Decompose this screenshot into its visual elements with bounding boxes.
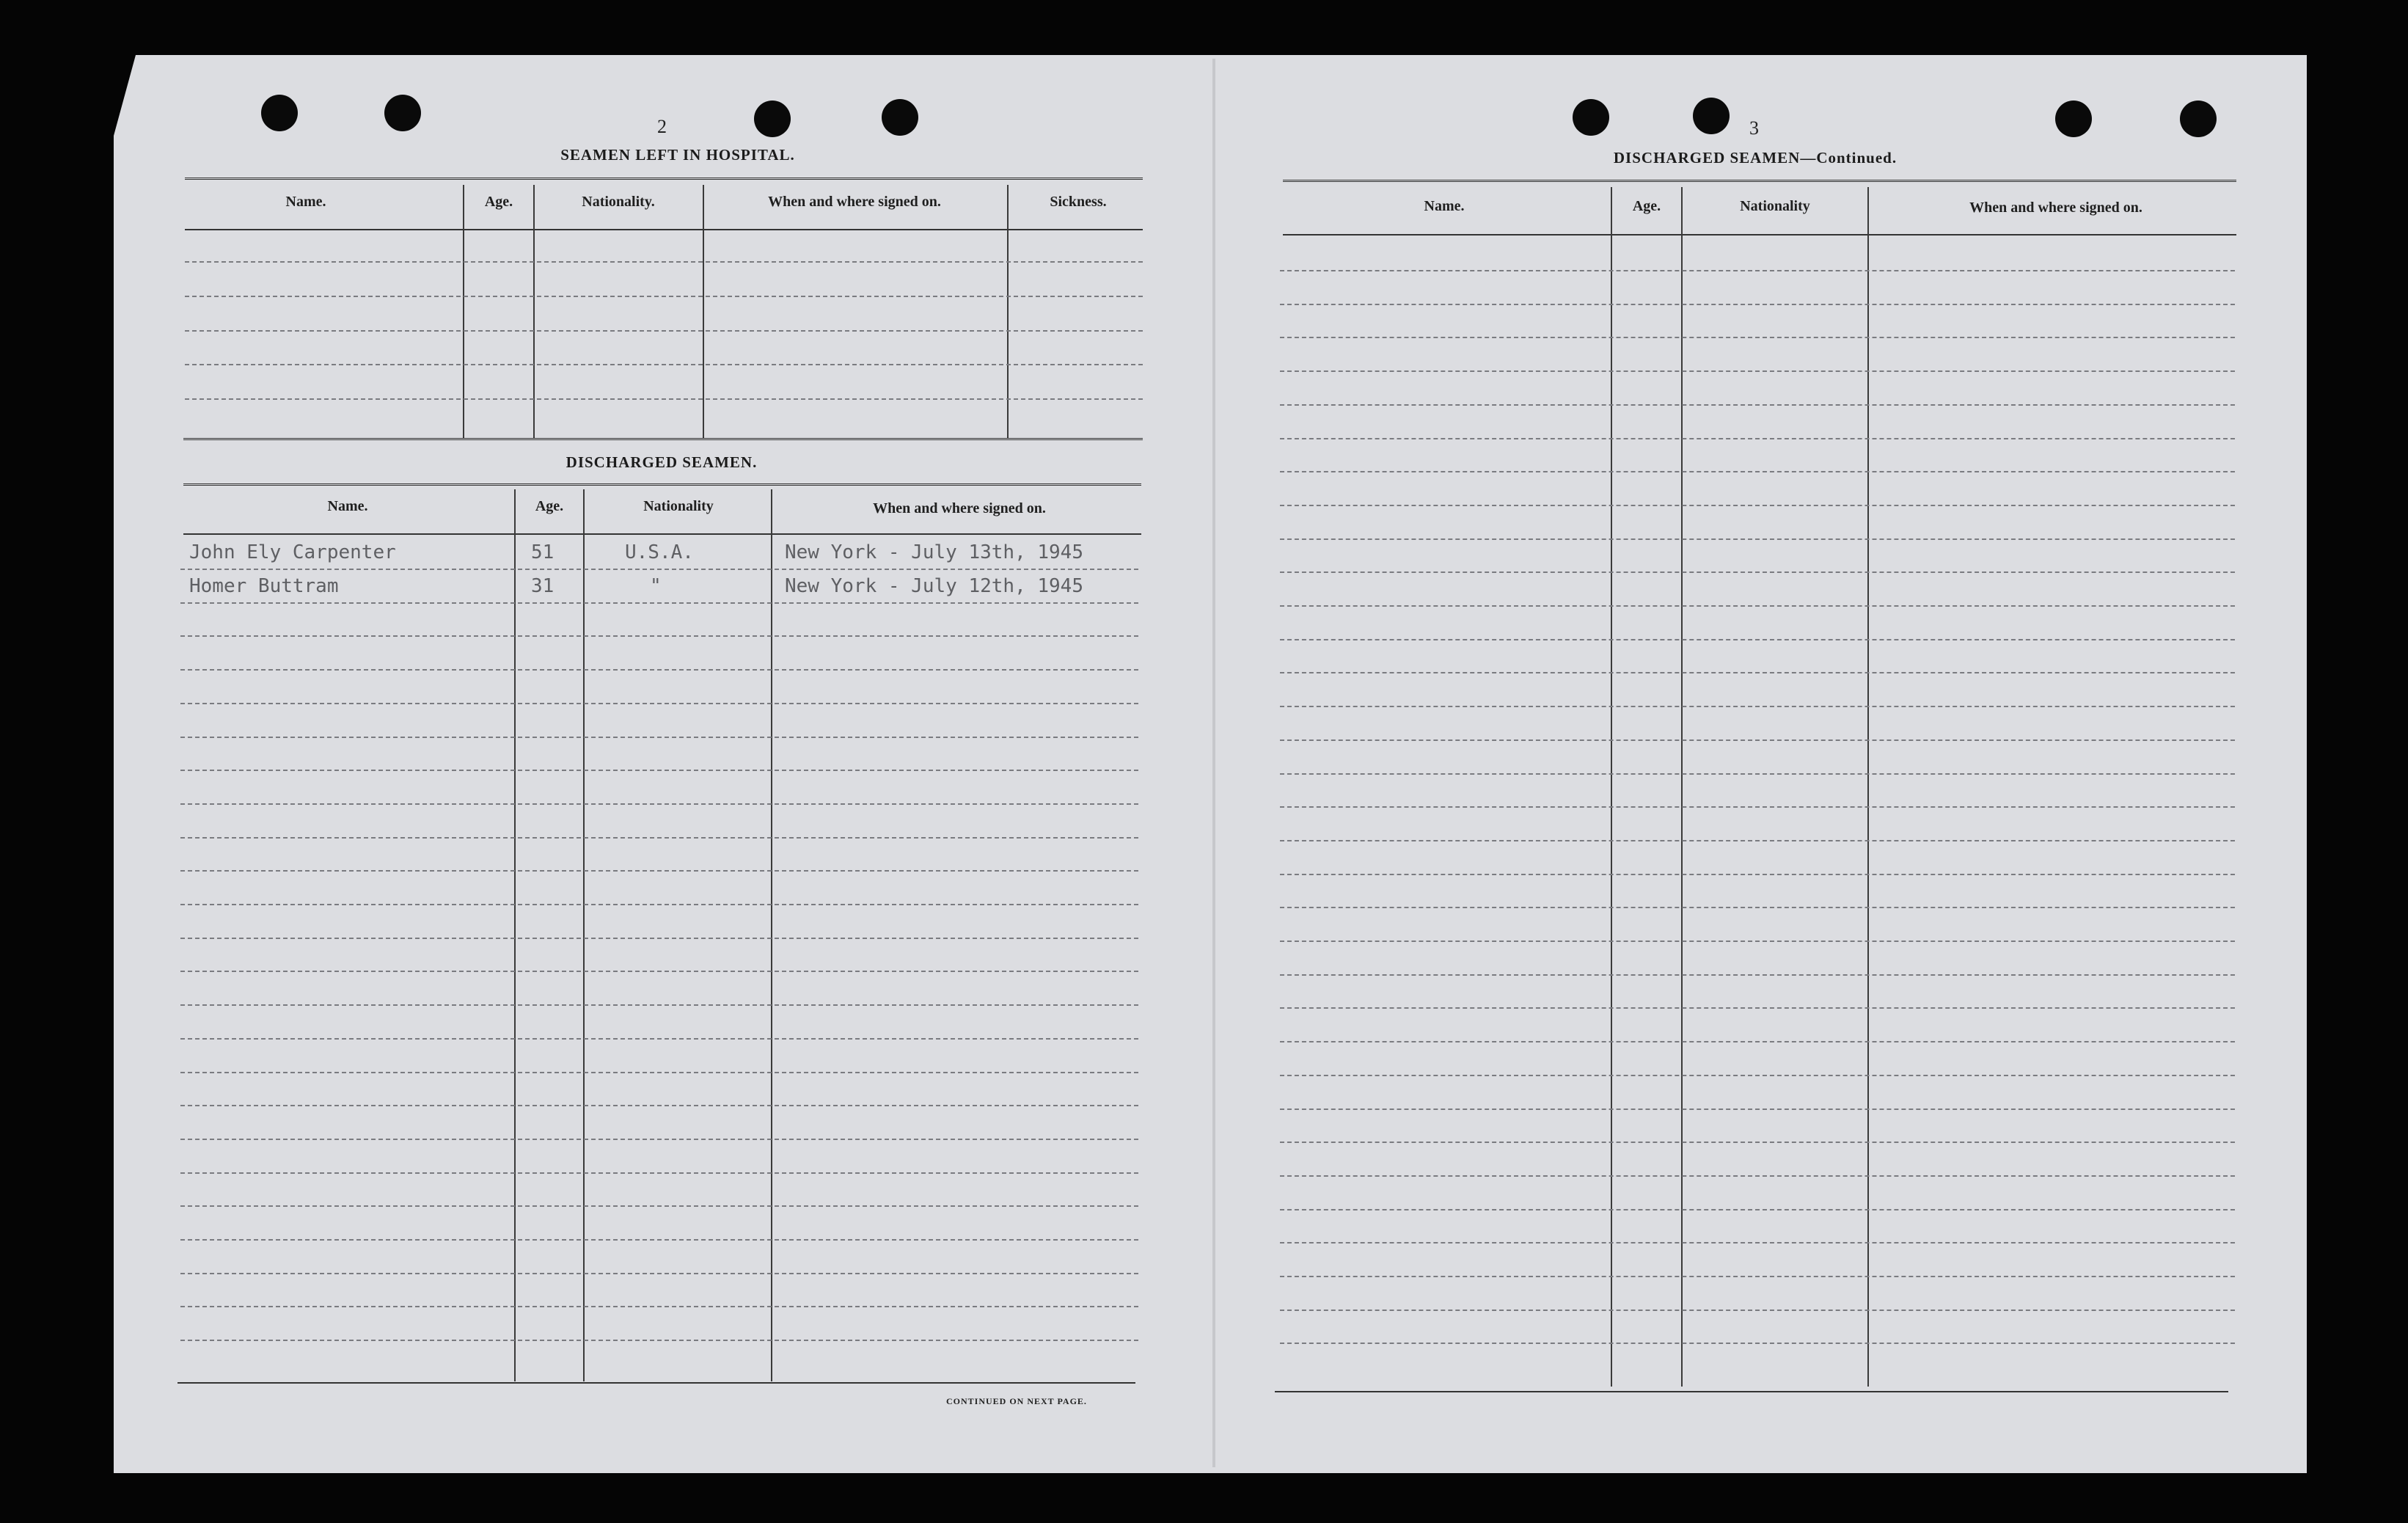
row-line [180,971,1138,972]
row-line [180,1105,1138,1106]
column-divider [1867,187,1869,1387]
column-header-name: Name. [1424,198,1465,214]
column-header-sickness: Sickness. [1050,194,1107,210]
section-rule [1283,180,2236,182]
row-line [1280,639,2235,640]
column-header-name: Name. [285,194,326,210]
row-line [180,1172,1138,1174]
header-rule [1283,234,2236,235]
row-line [1280,538,2235,540]
column-header-age: Age. [484,194,513,210]
row-line [185,398,1143,400]
row-line [1280,739,2235,741]
punch-hole [2180,101,2217,137]
row-line [180,1340,1138,1341]
row-line [1280,370,2235,372]
page-gutter [1212,59,1215,1467]
row-line [180,1139,1138,1140]
section-rule [183,483,1141,486]
row-line [180,1239,1138,1241]
row-line [1280,773,2235,775]
row-line [1280,304,2235,305]
row-line [1280,1075,2235,1076]
row-line [180,1004,1138,1006]
column-header-nationality: Nationality [643,498,714,514]
column-header-age: Age. [535,498,564,514]
row-line [1280,1175,2235,1177]
column-divider [514,489,516,1381]
section-title: SEAMEN LEFT IN HOSPITAL. [560,146,795,164]
row-line [1280,1209,2235,1210]
section-rule [183,438,1143,440]
row-line [180,904,1138,905]
row-line [1280,1007,2235,1009]
row-line [1280,1242,2235,1243]
row-line [185,330,1143,332]
punch-hole [1573,99,1609,136]
punch-hole [754,101,791,137]
page-number: 3 [1749,117,1759,139]
cell-signed-on: New York - July 12th, 1945 [785,575,1083,597]
section-title: DISCHARGED SEAMEN. [566,453,758,471]
row-line [1280,337,2235,338]
row-line [1280,672,2235,673]
row-line [1280,941,2235,942]
column-header-nationality: Nationality. [582,194,655,210]
continued-footer: CONTINUED ON NEXT PAGE. [946,1396,1087,1406]
row-line [180,703,1138,704]
row-line [180,803,1138,805]
header-rule [183,533,1141,535]
column-divider [1681,187,1683,1387]
section-rule [185,178,1143,180]
bottom-rule [178,1382,1135,1384]
section-title: DISCHARGED SEAMEN—Continued. [1613,149,1898,167]
row-line [1280,806,2235,808]
row-line [180,1072,1138,1073]
row-line [1280,840,2235,841]
row-line [1280,438,2235,439]
column-header-signed-on: When and where signed on. [768,194,941,210]
row-line [180,1205,1138,1207]
row-line [1280,974,2235,976]
row-line [1280,874,2235,875]
punch-hole [2055,101,2092,137]
row-line [180,737,1138,738]
column-header-age: Age. [1632,198,1661,214]
column-header-signed-on: When and where signed on. [873,500,1046,516]
cell-name: John Ely Carpenter [189,541,396,563]
row-line [1280,1310,2235,1311]
row-line [180,1306,1138,1307]
cell-signed-on: New York - July 13th, 1945 [785,541,1083,563]
row-line [180,837,1138,839]
ledger-sheet [114,55,2307,1473]
row-line [1280,605,2235,607]
cell-name: Homer Buttram [189,575,339,597]
column-divider [533,185,535,439]
column-header-nationality: Nationality [1740,198,1810,214]
cell-age: 51 [531,541,555,563]
row-line [1280,1343,2235,1344]
row-line [185,364,1143,365]
punch-hole [261,95,298,131]
row-line [1280,1276,2235,1277]
column-divider [1611,187,1612,1387]
cell-age: 31 [531,575,555,597]
punch-hole [384,95,421,131]
row-line [1280,471,2235,472]
row-line [180,569,1138,570]
row-line [180,1273,1138,1274]
column-divider [771,489,772,1381]
row-line [1280,571,2235,573]
row-line [180,770,1138,771]
column-divider [583,489,585,1381]
row-line [1280,1109,2235,1110]
row-line [1280,1041,2235,1042]
page-number: 2 [657,116,667,137]
column-header-name: Name. [327,498,368,514]
punch-hole [1693,98,1730,134]
punch-hole [882,99,918,136]
row-line [180,938,1138,939]
row-line [1280,505,2235,506]
row-line [180,1038,1138,1040]
row-line [185,261,1143,263]
row-line [180,870,1138,872]
row-line [1280,404,2235,406]
row-line [1280,1142,2235,1143]
cell-nationality: U.S.A. [625,541,694,563]
header-rule [185,229,1143,230]
column-divider [463,185,464,439]
row-line [185,296,1143,297]
column-divider [703,185,704,439]
column-header-signed-on: When and where signed on. [1969,200,2142,216]
bottom-rule [1275,1391,2228,1392]
row-line [180,602,1138,604]
cell-nationality: " [650,575,662,597]
row-line [180,669,1138,671]
row-line [1280,907,2235,908]
row-line [180,635,1138,637]
row-line [1280,270,2235,271]
row-line [1280,706,2235,707]
column-divider [1007,185,1009,439]
